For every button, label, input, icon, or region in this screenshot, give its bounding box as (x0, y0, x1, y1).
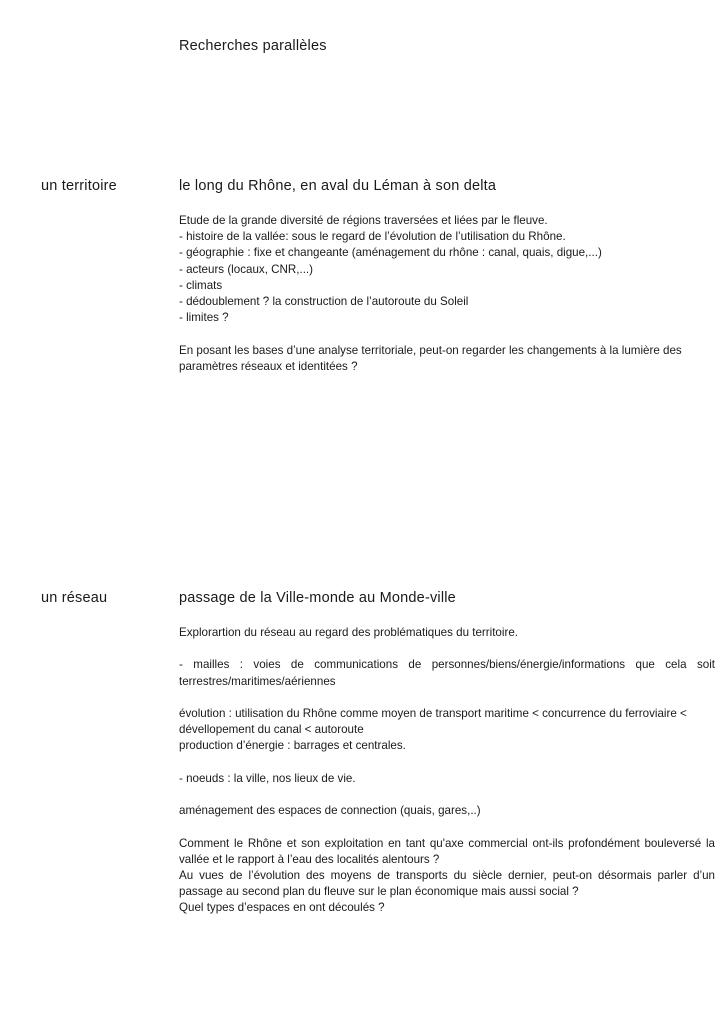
section-body-territoire (179, 213, 715, 375)
list-item: - climats (179, 278, 223, 292)
section-heading-reseau: passage de la Ville-monde au Monde-ville (179, 590, 456, 606)
reseau-mailles: - mailles : voies de communications de personnes/biens/énergie/informations que cela soit terrestres/maritimes/aériennes (179, 658, 715, 688)
reseau-evolution: évolution : utilisation du Rhône comme moyen de transport maritime < concurrence du ferroviaire < dévellopement du canal < autoroute (179, 706, 687, 737)
list-item: - histoire de la vallée: sous le regard de l’évolution de l’utilisation du Rhône. (179, 230, 566, 244)
territoire-intro: Etude de la grande diversité de régions traversées et liées par le fleuve. (179, 214, 548, 227)
section-label-reseau: un réseau (41, 590, 108, 606)
reseau-production: production d’énergie : barrages et centrales. (179, 739, 406, 753)
reseau-question-3: Quel types d’espaces en ont découlés ? (179, 901, 385, 915)
reseau-noeuds: - noeuds : la ville, nos lieux de vie. (179, 771, 356, 785)
reseau-question-1: Comment le Rhône et son exploitation en tant qu'axe commercial ont-ils profondément bouleversé la vallée et le rapport à l’eau des localités alentours ? (179, 836, 715, 866)
territoire-question: En posant les bases d’une analyse territoriale, peut-on regarder les changements à la lumière des paramètres réseaux et identitées ? (179, 343, 682, 373)
reseau-intro: Explorartion du réseau au regard des problématiques du territoire. (179, 626, 518, 639)
section-label-territoire: un territoire (41, 178, 117, 194)
page-title: Recherches parallèles (179, 38, 327, 54)
list-item: - acteurs (locaux, CNR,...) (179, 262, 314, 276)
reseau-question-2: Au vues de l’évolution des moyens de transports du siècle dernier, peut-on désormais parler d’un passage au second plan du fleuve sur le plan économique mais aussi social ? (179, 868, 715, 899)
section-body-reseau (179, 625, 715, 917)
list-item: - dédoublement ? la construction de l’autoroute du Soleil (179, 295, 469, 309)
section-heading-territoire: le long du Rhône, en aval du Léman à son delta (179, 178, 497, 194)
reseau-amenagement: aménagement des espaces de connection (quais, gares,..) (179, 804, 481, 818)
list-item: - géographie : fixe et changeante (aménagement du rhône : canal, quais, digue,...) (179, 246, 602, 260)
list-item: - limites ? (179, 311, 229, 325)
